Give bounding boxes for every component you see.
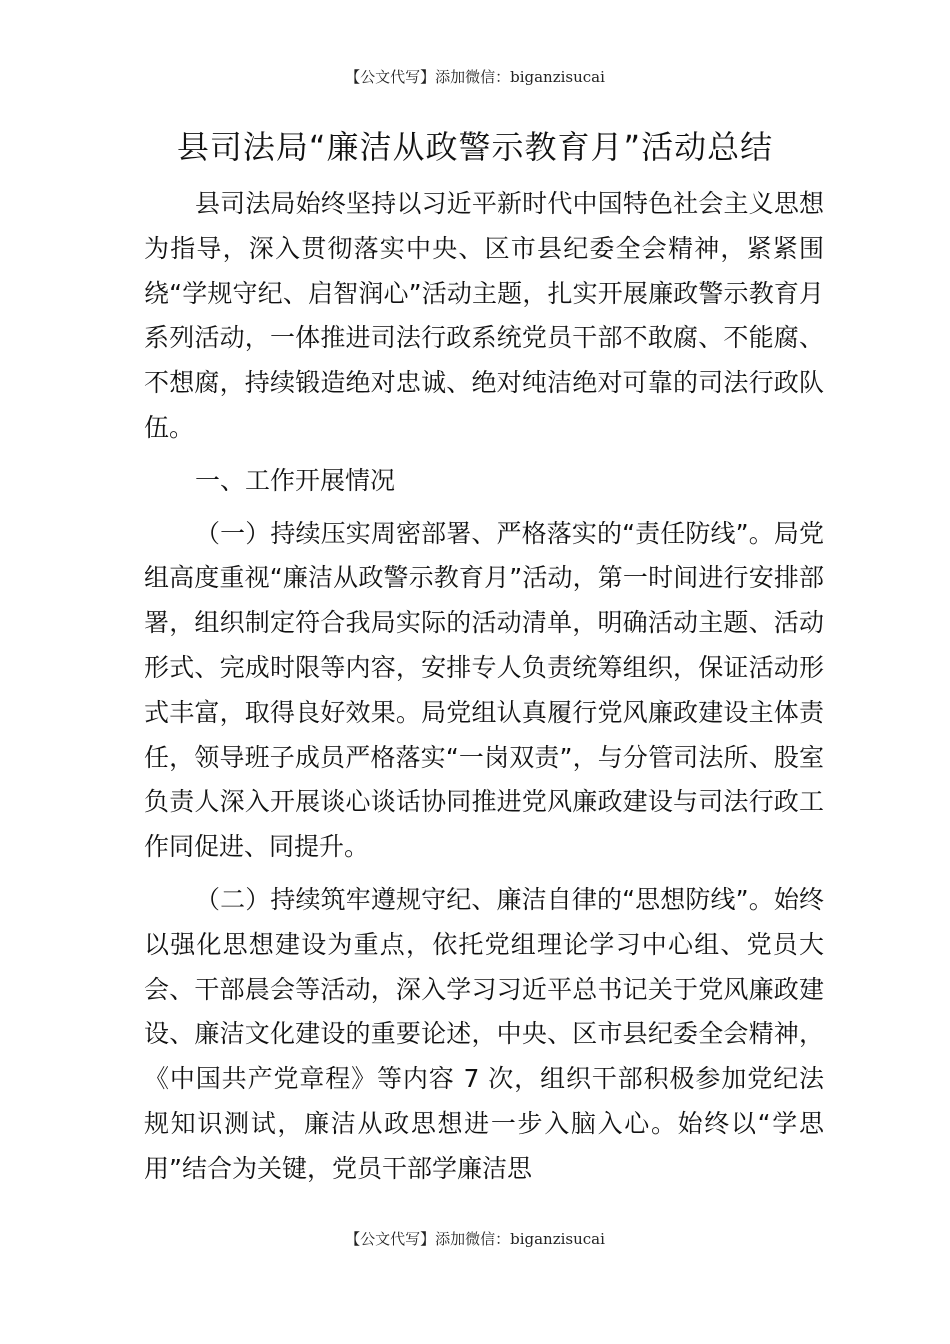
header-watermark: 【公文代写】添加微信：biganzisucai [345,68,605,86]
subsection-2-paragraph: （二）持续筑牢遵规守纪、廉洁自律的“思想防线”。始终以强化思想建设为重点，依托党组理论学习中心组、党员大会、干部晨会等活动，深入学习习近平总书记关于党风廉政建设、廉洁文化建设的重要论述，中央、区市县纪委全会精神，《中国共产党章程》等内容 7 次，组织干部积极参加党纪法规知识测试，廉洁从政思想进一步入脑入心。始终以“学思用”结合为关键，党员干部学廉洁思 [144,884,824,1183]
intro-paragraph: 县司法局始终坚持以习近平新时代中国特色社会主义思想为指导，深入贯彻落实中央、区市县纪委全会精神，紧紧围绕“学规守纪、启智润心”活动主题，扎实开展廉政警示教育月系列活动，一体推进司法行政系统党员干部不敢腐、不能腐、不想腐，持续锻造绝对忠诚、绝对纯洁绝对可靠的司法行政队伍。 [144,189,824,442]
footer-watermark: 【公文代写】添加微信：biganzisucai [345,1230,605,1248]
document-title: 县司法局“廉洁从政警示教育月”活动总结 [176,128,774,166]
section-heading: 一、工作开展情况 [195,465,396,495]
document-body [144,182,824,1192]
subsection-1-paragraph: （一）持续压实周密部署、严格落实的“责任防线”。局党组高度重视“廉洁从政警示教育月”活动，第一时间进行安排部署，组织制定符合我局实际的活动清单，明确活动主题、活动形式、完成时限等内容，安排专人负责统筹组织，保证活动形式丰富，取得良好效果。局党组认真履行党风廉政建设主体责任，领导班子成员严格落实“一岗双责”，与分管司法所、股室负责人深入开展谈心谈话协同推进党风廉政建设与司法行政工作同促进、同提升。 [144,518,824,862]
